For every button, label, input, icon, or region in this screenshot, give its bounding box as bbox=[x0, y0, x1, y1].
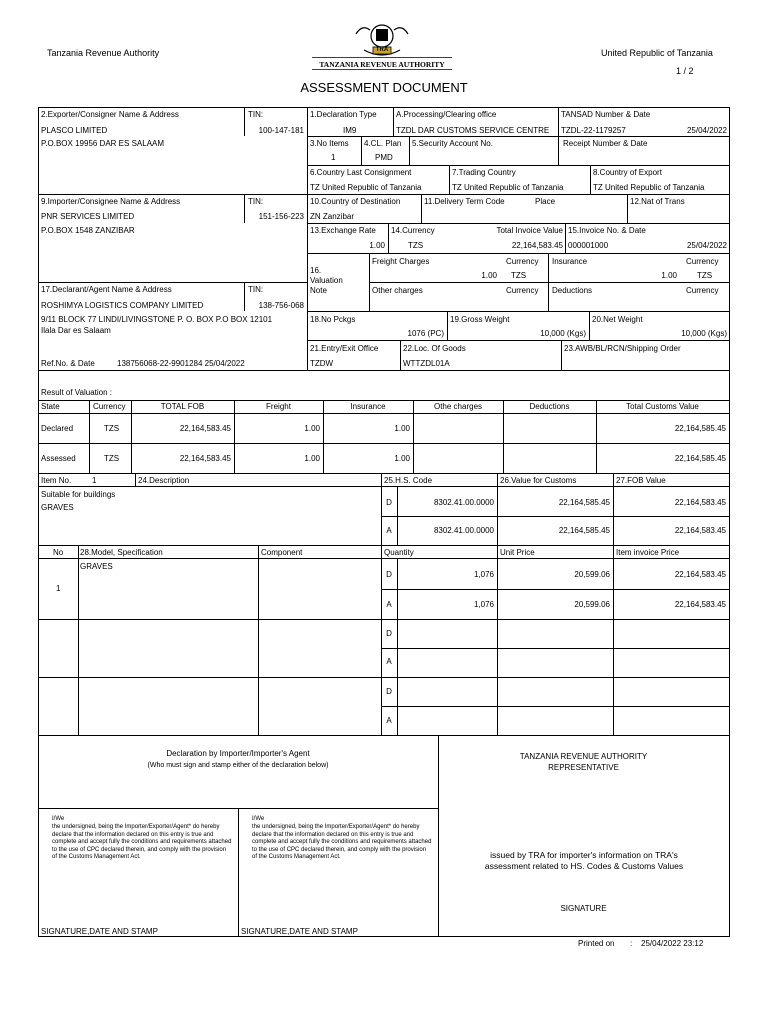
spec-no: 1 bbox=[56, 584, 61, 593]
delivery-term-label: 11.Delivery Term Code bbox=[424, 197, 505, 206]
iwe-label: I/We bbox=[52, 816, 65, 822]
export-country-label: 8.Country of Export bbox=[593, 168, 662, 177]
receipt-label: Receipt Number & Date bbox=[563, 139, 648, 148]
packages-label: 18.No Pckgs bbox=[310, 315, 356, 324]
unit-price: 20,599.06 bbox=[574, 600, 610, 609]
declarant-address-2: Ilala Dar es Salaam bbox=[41, 326, 111, 335]
hs-code-label: 25.H.S. Code bbox=[384, 476, 433, 485]
tansad-label: TANSAD Number & Date bbox=[561, 110, 651, 119]
col-model: 28.Model, Specification bbox=[80, 548, 163, 557]
fob-cell: 22,164,583.45 bbox=[179, 454, 231, 463]
authority-name: Tanzania Revenue Authority bbox=[47, 48, 160, 58]
currency: TZS bbox=[408, 241, 424, 250]
importer-name: PNR SERVICES LIMITED bbox=[41, 212, 135, 221]
customs-value-label: 26.Value for Customs bbox=[500, 476, 577, 485]
item-price: 22,164,583.45 bbox=[674, 570, 726, 579]
processing-office: TZDL DAR CUSTOMS SERVICE CENTRE bbox=[396, 126, 550, 135]
entry-office: TZDW bbox=[310, 359, 334, 368]
assessed-mark: A bbox=[386, 716, 392, 725]
freight-cell: 1.00 bbox=[304, 424, 320, 433]
country-name: United Republic of Tanzania bbox=[601, 48, 713, 58]
tra-representative: REPRESENTATIVE bbox=[548, 763, 619, 772]
freight-value: 1.00 bbox=[481, 271, 497, 280]
freight-cell: 1.00 bbox=[304, 454, 320, 463]
page-number: 1 / 2 bbox=[676, 66, 694, 76]
tansad-number: TZDL-22-1179257 bbox=[561, 126, 626, 135]
total-invoice-label: Total Invoice Value bbox=[496, 226, 563, 235]
declared-mark: D bbox=[386, 629, 392, 638]
processing-office-label: A.Processing/Clearing office bbox=[396, 110, 497, 119]
importer-label: 9.Importer/Consignee Name & Address bbox=[41, 197, 181, 206]
customs-value-cell: 22,164,585.45 bbox=[674, 454, 726, 463]
col-deductions: Deductions bbox=[529, 402, 570, 411]
other-currency-label: Currency bbox=[506, 286, 539, 295]
declarant-address-1: 9/11 BLOCK 77 LINDI/LIVINGSTONE P. O. BOX P.O BOX 12101 bbox=[41, 315, 273, 324]
quantity: 1,076 bbox=[473, 600, 494, 609]
importer-tin-label: TIN: bbox=[248, 197, 264, 206]
insurance-label: Insurance bbox=[552, 257, 588, 266]
valuation-title: Result of Valuation : bbox=[41, 388, 113, 397]
last-consignment-label: 6.Country Last Consignment bbox=[310, 168, 412, 177]
assessed-mark: A bbox=[386, 600, 392, 609]
fob-cell: 22,164,583.45 bbox=[179, 424, 231, 433]
currency-label: 14.Currency bbox=[391, 226, 435, 235]
signature-label: SIGNATURE bbox=[560, 904, 607, 913]
declaration-text: the undersigned, being the Importer/Exporter/Agent* do hereby declare that the information declared on this entry is true and complete and accept fully the conditions and requirements attached to the use of CPC declared therein, and comply with the provision of the Customs Management Act. bbox=[252, 824, 432, 860]
col-total-customs: Total Customs Value bbox=[626, 402, 699, 411]
col-total-fob: TOTAL FOB bbox=[160, 402, 205, 411]
printed-separator: : bbox=[630, 939, 633, 948]
last-consignment: TZ United Republic of Tanzania bbox=[310, 183, 422, 192]
awb-label: 23.AWB/BL/RCN/Shipping Order bbox=[564, 344, 681, 353]
quantity: 1,076 bbox=[473, 570, 494, 579]
exporter-address: P.O.BOX 19956 DAR ES SALAAM bbox=[41, 139, 165, 148]
exporter-name: PLASCO LIMITED bbox=[41, 126, 108, 135]
other-charges-label: Other charges bbox=[372, 286, 423, 295]
logo-tag: TRA bbox=[375, 47, 389, 53]
invoice-number: 000001000 bbox=[568, 241, 609, 250]
exchange-rate: 1.00 bbox=[369, 241, 385, 250]
tansad-date: 25/04/2022 bbox=[686, 126, 727, 135]
signature-stamp-label: SIGNATURE,DATE AND STAMP bbox=[41, 927, 158, 936]
exchange-rate-label: 13.Exchange Rate bbox=[310, 226, 376, 235]
declarant-tin-label: TIN: bbox=[248, 285, 264, 294]
description-line-2: GRAVES bbox=[41, 503, 74, 512]
col-item-price: Item invoice Price bbox=[616, 548, 680, 557]
assessed-mark: A bbox=[386, 526, 392, 535]
items-label: 3.No Items bbox=[310, 139, 349, 148]
description-line-1: Suitable for buildings bbox=[41, 490, 116, 499]
declarant-label: 17.Declarant/Agent Name & Address bbox=[41, 285, 172, 294]
declaration-type-label: 1.Declaration Type bbox=[310, 110, 377, 119]
signature-stamp-label: SIGNATURE,DATE AND STAMP bbox=[241, 927, 358, 936]
place-label: Place bbox=[535, 197, 556, 206]
currency-cell: TZS bbox=[104, 424, 120, 433]
goods-location-label: 22.Loc. Of Goods bbox=[403, 344, 466, 353]
hs-code: 8302.41.00.0000 bbox=[433, 498, 494, 507]
description-label: 24.Description bbox=[138, 476, 190, 485]
destination: ZN Zanzibar bbox=[310, 212, 355, 221]
importer-tin: 151-156-223 bbox=[258, 212, 304, 221]
assessed-mark: A bbox=[386, 657, 392, 666]
declaration-subtitle: (Who must sign and stamp either of the declaration below) bbox=[147, 762, 329, 769]
security-account-label: 5.Security Account No. bbox=[412, 139, 493, 148]
invoice-label: 15.Invoice No. & Date bbox=[568, 226, 646, 235]
logo-name: TANZANIA REVENUE AUTHORITY bbox=[319, 60, 445, 69]
customs-value: 22,164,585.45 bbox=[558, 526, 610, 535]
currency-cell: TZS bbox=[104, 454, 120, 463]
declared-mark: D bbox=[386, 687, 392, 696]
col-unit-price: Unit Price bbox=[500, 548, 535, 557]
export-country: TZ United Republic of Tanzania bbox=[593, 183, 705, 192]
declaration-title: Declaration by Importer/Importer's Agent bbox=[166, 749, 310, 758]
exporter-tin-label: TIN: bbox=[248, 110, 264, 119]
invoice-date: 25/04/2022 bbox=[686, 241, 727, 250]
exporter-tin: 100-147-181 bbox=[258, 126, 304, 135]
col-insurance: Insurance bbox=[350, 402, 386, 411]
declared-mark: D bbox=[386, 498, 392, 507]
freight-currency: TZS bbox=[511, 271, 527, 280]
freight-charges-label: Freight Charges bbox=[372, 257, 430, 266]
insurance-cell: 1.00 bbox=[394, 454, 410, 463]
declarant-tin: 138-756-068 bbox=[258, 301, 304, 310]
insurance-currency: TZS bbox=[697, 271, 713, 280]
valuation-note-label: 16. Valuation Note bbox=[310, 266, 343, 295]
col-other-charges: Othe charges bbox=[433, 402, 483, 411]
declaration-type: IM9 bbox=[343, 126, 357, 135]
packages: 1076 (PC) bbox=[407, 329, 444, 338]
importer-address: P.O.BOX 1548 ZANZIBAR bbox=[41, 226, 135, 235]
items-count: 1 bbox=[331, 153, 336, 162]
cl-plan: PMD bbox=[375, 153, 393, 162]
col-quantity: Quantity bbox=[384, 548, 414, 557]
iwe-label: I/We bbox=[252, 816, 265, 822]
state-cell: Declared bbox=[41, 424, 74, 433]
deductions-currency-label: Currency bbox=[686, 286, 719, 295]
col-state: State bbox=[41, 402, 60, 411]
nat-trans-label: 12.Nat of Trans bbox=[630, 197, 685, 206]
col-no: No bbox=[53, 548, 64, 557]
insurance-cell: 1.00 bbox=[394, 424, 410, 433]
customs-value-cell: 22,164,585.45 bbox=[674, 424, 726, 433]
declared-mark: D bbox=[386, 570, 392, 579]
declarant-name: ROSHIMYA LOGISTICS COMPANY LIMITED bbox=[41, 301, 204, 310]
issued-note: issued by TRA for importer's information on TRA's assessment related to HS. Codes & Customs Values bbox=[484, 850, 684, 871]
exporter-label: 2.Exporter/Consigner Name & Address bbox=[41, 110, 179, 119]
col-component: Component bbox=[261, 548, 303, 557]
gross-weight: 10,000 (Kgs) bbox=[540, 329, 586, 338]
fob-value: 22,164,583.45 bbox=[674, 498, 726, 507]
insurance-currency-label: Currency bbox=[686, 257, 719, 266]
goods-location: WTTZDL01A bbox=[403, 359, 450, 368]
entry-office-label: 21.Entry/Exit Office bbox=[310, 344, 379, 353]
hs-code: 8302.41.00.0000 bbox=[433, 526, 494, 535]
freight-currency-label: Currency bbox=[506, 257, 539, 266]
insurance-value: 1.00 bbox=[661, 271, 677, 280]
tra-title: TANZANIA REVENUE AUTHORITY bbox=[519, 752, 648, 761]
page-title: ASSESSMENT DOCUMENT bbox=[300, 80, 468, 95]
item-no-label: Item No. bbox=[41, 476, 72, 485]
customs-value: 22,164,585.45 bbox=[558, 498, 610, 507]
gross-weight-label: 19.Gross Weight bbox=[450, 315, 510, 324]
net-weight: 10,000 (Kgs) bbox=[681, 329, 727, 338]
spec-model: GRAVES bbox=[80, 562, 113, 571]
trading-country: TZ United Republic of Tanzania bbox=[452, 183, 564, 192]
total-invoice-value: 22,164,583.45 bbox=[511, 241, 563, 250]
item-price: 22,164,583.45 bbox=[674, 600, 726, 609]
reference-label: Ref.No. & Date bbox=[41, 359, 95, 368]
deductions-label: Deductions bbox=[552, 286, 593, 295]
unit-price: 20,599.06 bbox=[574, 570, 610, 579]
printed-date: 25/04/2022 23:12 bbox=[641, 939, 704, 948]
cl-plan-label: 4.CL. Plan bbox=[364, 139, 402, 148]
state-cell: Assessed bbox=[41, 454, 76, 463]
reference-number: 138756068-22-9901284 25/04/2022 bbox=[117, 359, 245, 368]
tra-logo bbox=[312, 20, 452, 72]
fob-value: 22,164,583.45 bbox=[674, 526, 726, 535]
printed-label: Printed on bbox=[578, 939, 615, 948]
item-no: 1 bbox=[92, 476, 97, 485]
destination-label: 10.Country of Destination bbox=[310, 197, 401, 206]
col-currency: Currency bbox=[93, 402, 126, 411]
col-freight: Freight bbox=[266, 402, 291, 411]
fob-value-label: 27.FOB Value bbox=[616, 476, 666, 485]
declaration-text: the undersigned, being the Importer/Exporter/Agent* do hereby declare that the information declared on this entry is true and complete and accept fully the conditions and requirements attached to the use of CPC declared therein, and comply with the provision of the Customs Management Act. bbox=[52, 824, 232, 860]
net-weight-label: 20.Net Weight bbox=[592, 315, 643, 324]
trading-country-label: 7.Trading Country bbox=[452, 168, 516, 177]
